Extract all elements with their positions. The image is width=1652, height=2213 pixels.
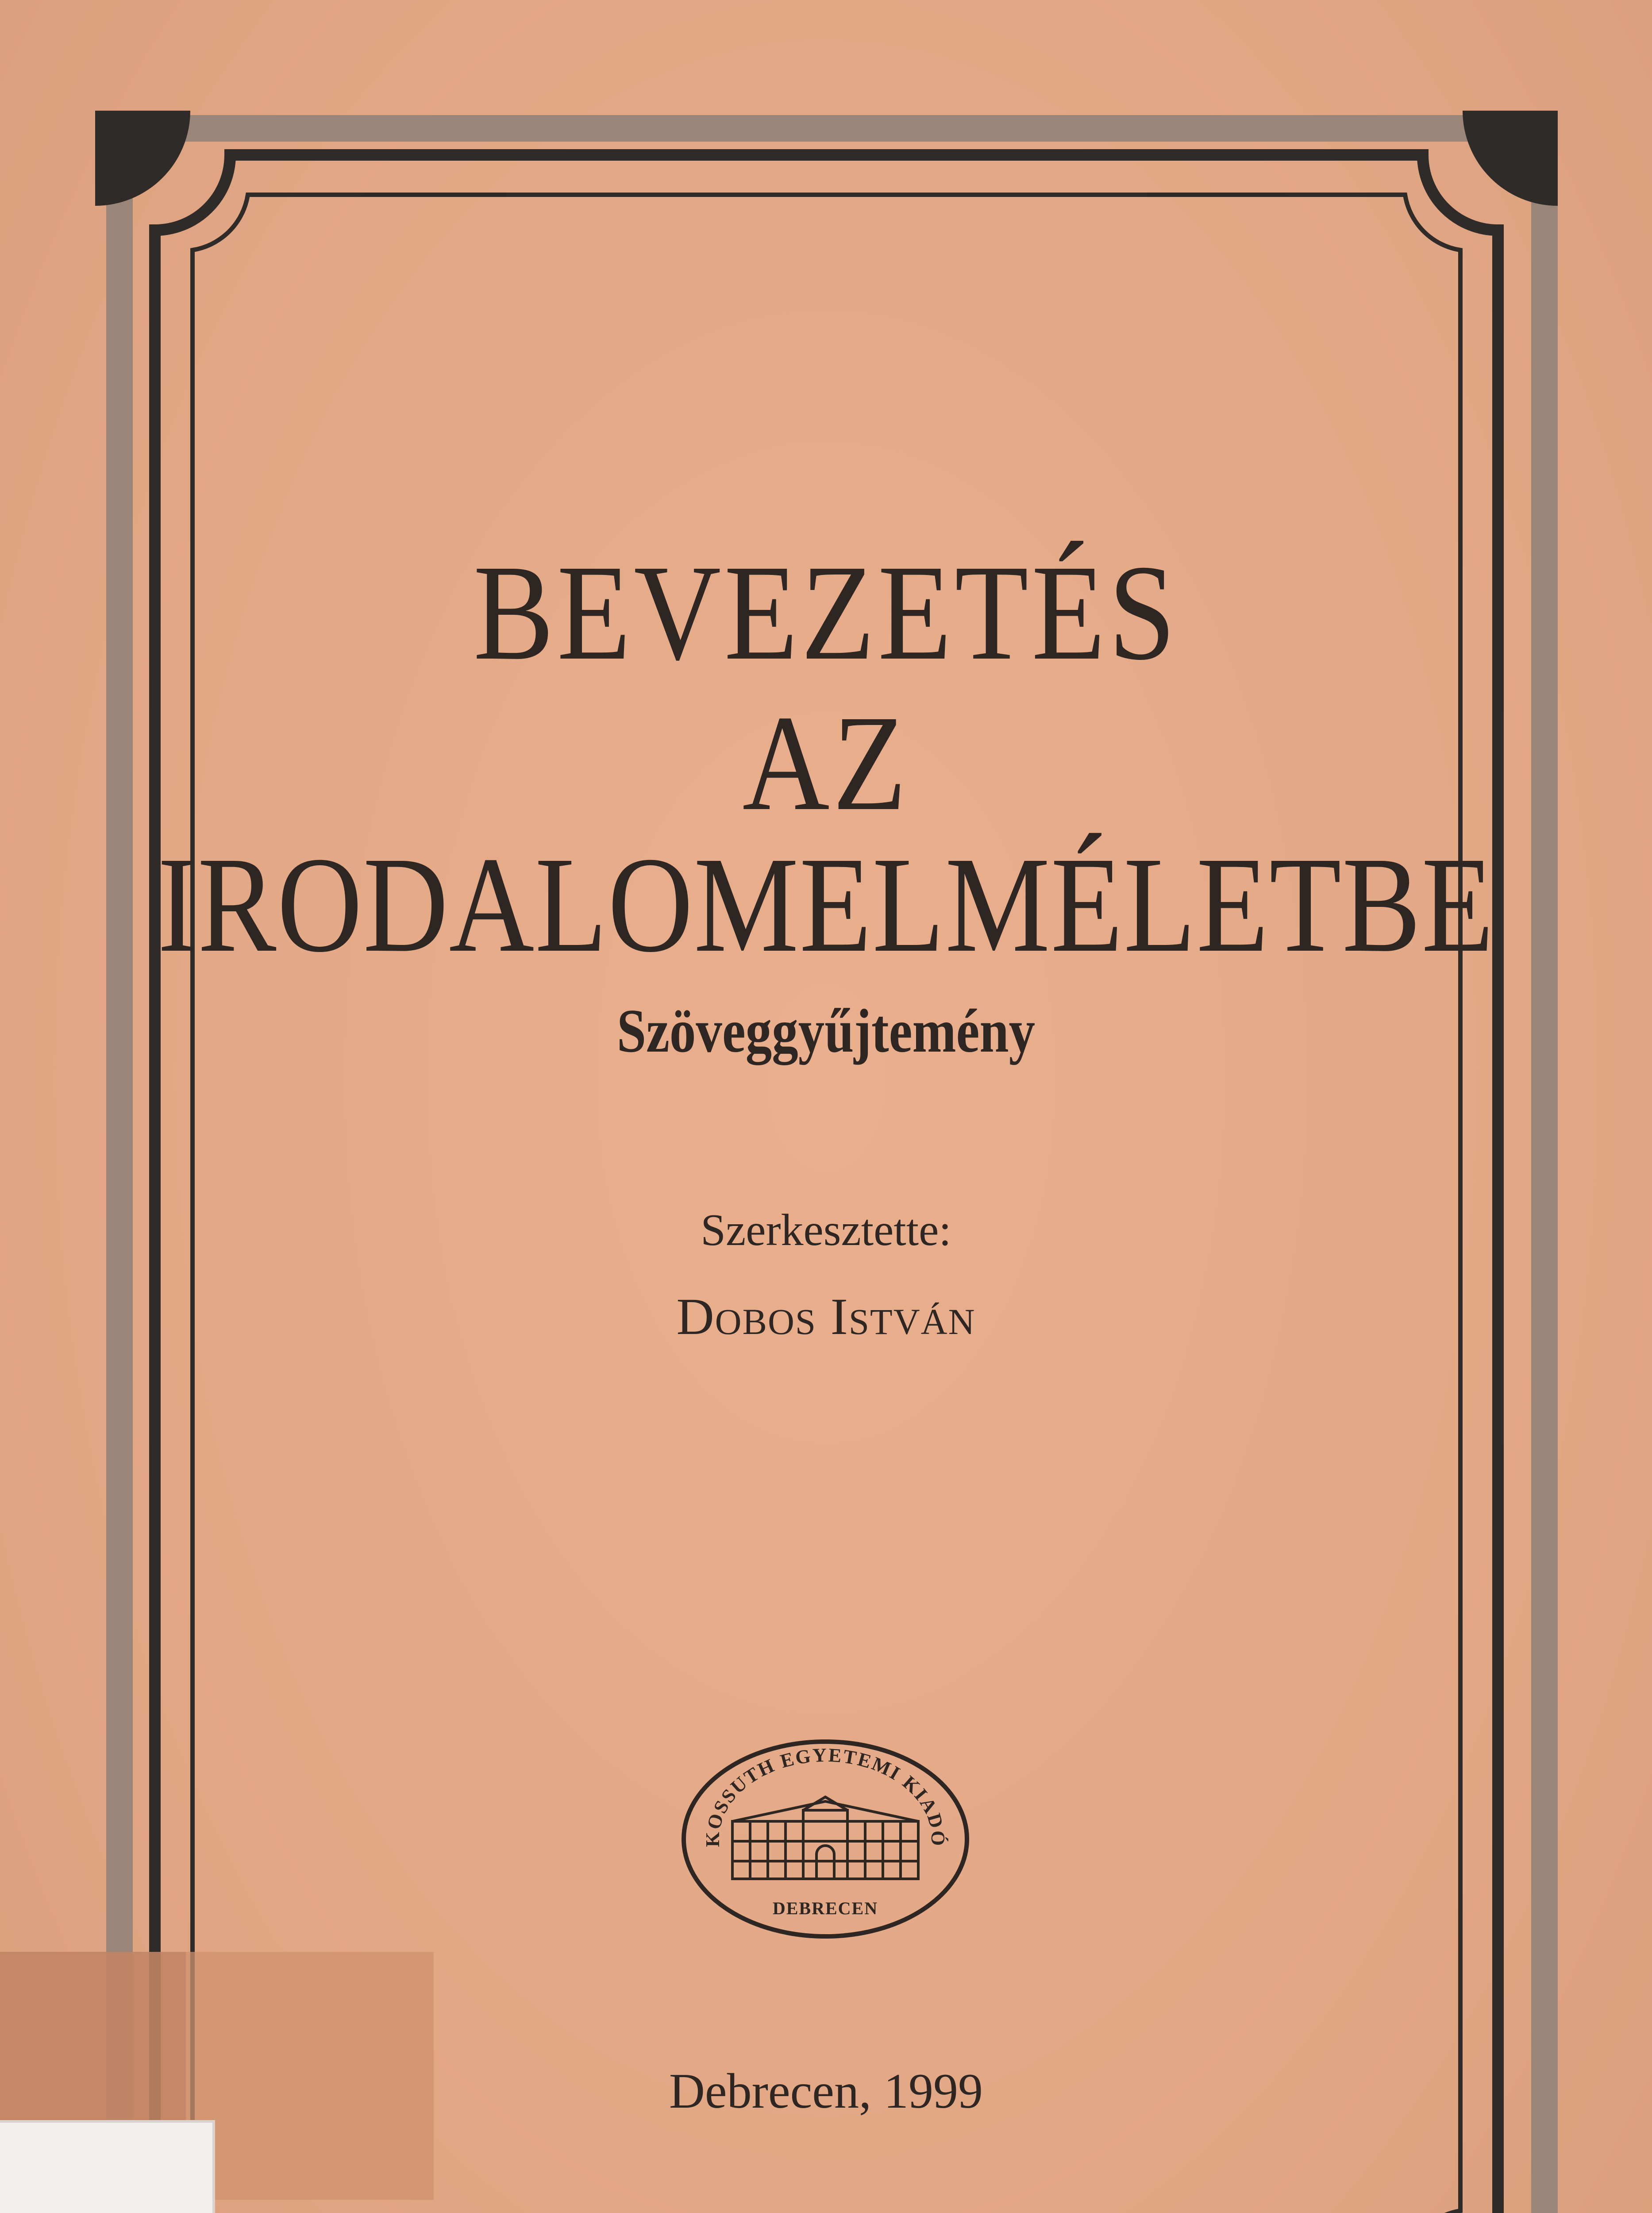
publisher-logo <box>677 1735 974 1943</box>
title-line-1: BEVEZETÉS <box>473 537 1179 689</box>
title-line-3: IRODALOMELMÉLETBE <box>158 829 1494 981</box>
title-line-2: AZ <box>742 687 910 839</box>
place-and-year: Debrecen, 1999 <box>669 2064 983 2119</box>
library-sticker <box>0 2120 215 2213</box>
logo-top-text: KOSSUTH EGYETEMI KIADÓ <box>701 1744 949 1847</box>
subtitle: Szöveggyűjtemény <box>616 997 1036 1065</box>
corner-block-top-right <box>1463 111 1558 206</box>
building-icon <box>732 1797 918 1879</box>
corner-block-top-left <box>95 111 190 206</box>
logo-bottom-text: DEBRECEN <box>772 1898 878 1918</box>
editor-name: Dobos István <box>676 1288 976 1346</box>
editor-label: Szerkesztette: <box>701 1205 951 1255</box>
